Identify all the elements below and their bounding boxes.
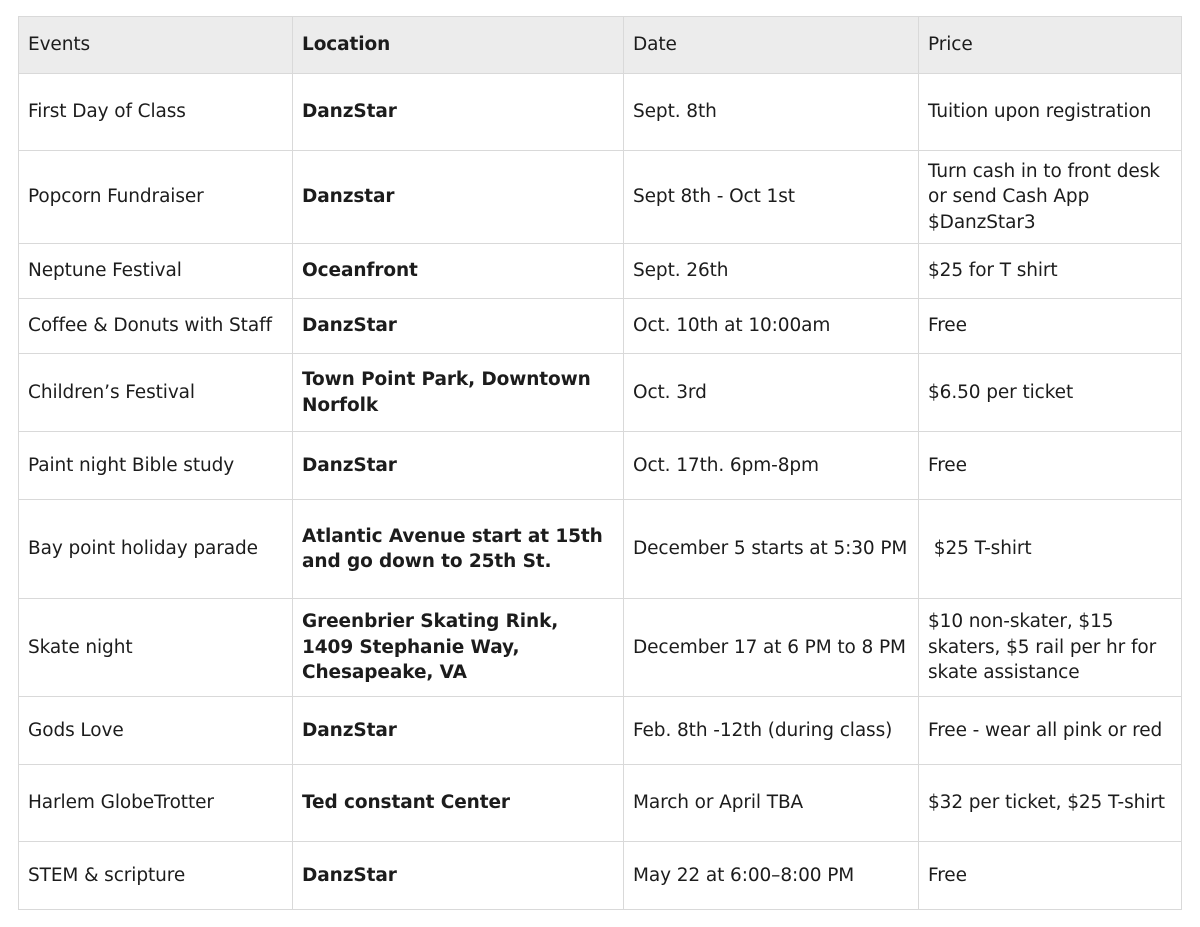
event-cell: Bay point holiday parade	[19, 500, 293, 599]
table-header-row	[19, 17, 1182, 74]
price-cell: $6.50 per ticket	[919, 354, 1182, 432]
location-cell: DanzStar	[293, 697, 624, 765]
date-cell: Sept. 8th	[624, 74, 919, 151]
table-row	[19, 599, 1182, 697]
header-date: Date	[624, 17, 919, 74]
table-row	[19, 432, 1182, 500]
date-cell: Sept. 26th	[624, 244, 919, 299]
price-cell: $25 T-shirt	[919, 500, 1182, 599]
event-cell: Paint night Bible study	[19, 432, 293, 500]
date-cell: Oct. 3rd	[624, 354, 919, 432]
location-cell: DanzStar	[293, 432, 624, 500]
date-cell: Feb. 8th -12th (during class)	[624, 697, 919, 765]
location-cell: DanzStar	[293, 299, 624, 354]
date-cell: Oct. 17th. 6pm-8pm	[624, 432, 919, 500]
price-cell: Tuition upon registration	[919, 74, 1182, 151]
table-row	[19, 842, 1182, 910]
price-cell: Free	[919, 299, 1182, 354]
location-cell: Greenbrier Skating Rink, 1409 Stephanie Way, Chesapeake, VA	[293, 599, 624, 697]
date-cell: Sept 8th - Oct 1st	[624, 151, 919, 244]
table-row	[19, 299, 1182, 354]
event-cell: Coffee & Donuts with Staff	[19, 299, 293, 354]
event-cell: Gods Love	[19, 697, 293, 765]
table-row	[19, 244, 1182, 299]
event-cell: STEM & scripture	[19, 842, 293, 910]
price-cell: Free	[919, 432, 1182, 500]
date-cell: December 5 starts at 5:30 PM	[624, 500, 919, 599]
date-cell: December 17 at 6 PM to 8 PM	[624, 599, 919, 697]
price-cell: $10 non-skater, $15 skaters, $5 rail per hr for skate assistance	[919, 599, 1182, 697]
table-row	[19, 697, 1182, 765]
date-cell: March or April TBA	[624, 765, 919, 842]
price-cell: Free	[919, 842, 1182, 910]
header-price: Price	[919, 17, 1182, 74]
table-row	[19, 74, 1182, 151]
event-cell: Children’s Festival	[19, 354, 293, 432]
event-cell: First Day of Class	[19, 74, 293, 151]
header-location: Location	[293, 17, 624, 74]
location-cell: Atlantic Avenue start at 15th and go down to 25th St.	[293, 500, 624, 599]
header-events: Events	[19, 17, 293, 74]
event-cell: Skate night	[19, 599, 293, 697]
table-row	[19, 765, 1182, 842]
date-cell: Oct. 10th at 10:00am	[624, 299, 919, 354]
price-cell: $32 per ticket, $25 T-shirt	[919, 765, 1182, 842]
price-cell: Turn cash in to front desk or send Cash App $DanzStar3	[919, 151, 1182, 244]
location-cell: Oceanfront	[293, 244, 624, 299]
event-cell: Popcorn Fundraiser	[19, 151, 293, 244]
event-cell: Neptune Festival	[19, 244, 293, 299]
table-row	[19, 151, 1182, 244]
events-table	[18, 16, 1182, 910]
price-cell: $25 for T shirt	[919, 244, 1182, 299]
date-cell: May 22 at 6:00–8:00 PM	[624, 842, 919, 910]
location-cell: Ted constant Center	[293, 765, 624, 842]
table-row	[19, 500, 1182, 599]
location-cell: Danzstar	[293, 151, 624, 244]
location-cell: Town Point Park, Downtown Norfolk	[293, 354, 624, 432]
table-row	[19, 354, 1182, 432]
event-cell: Harlem GlobeTrotter	[19, 765, 293, 842]
location-cell: DanzStar	[293, 842, 624, 910]
price-cell: Free - wear all pink or red	[919, 697, 1182, 765]
location-cell: DanzStar	[293, 74, 624, 151]
